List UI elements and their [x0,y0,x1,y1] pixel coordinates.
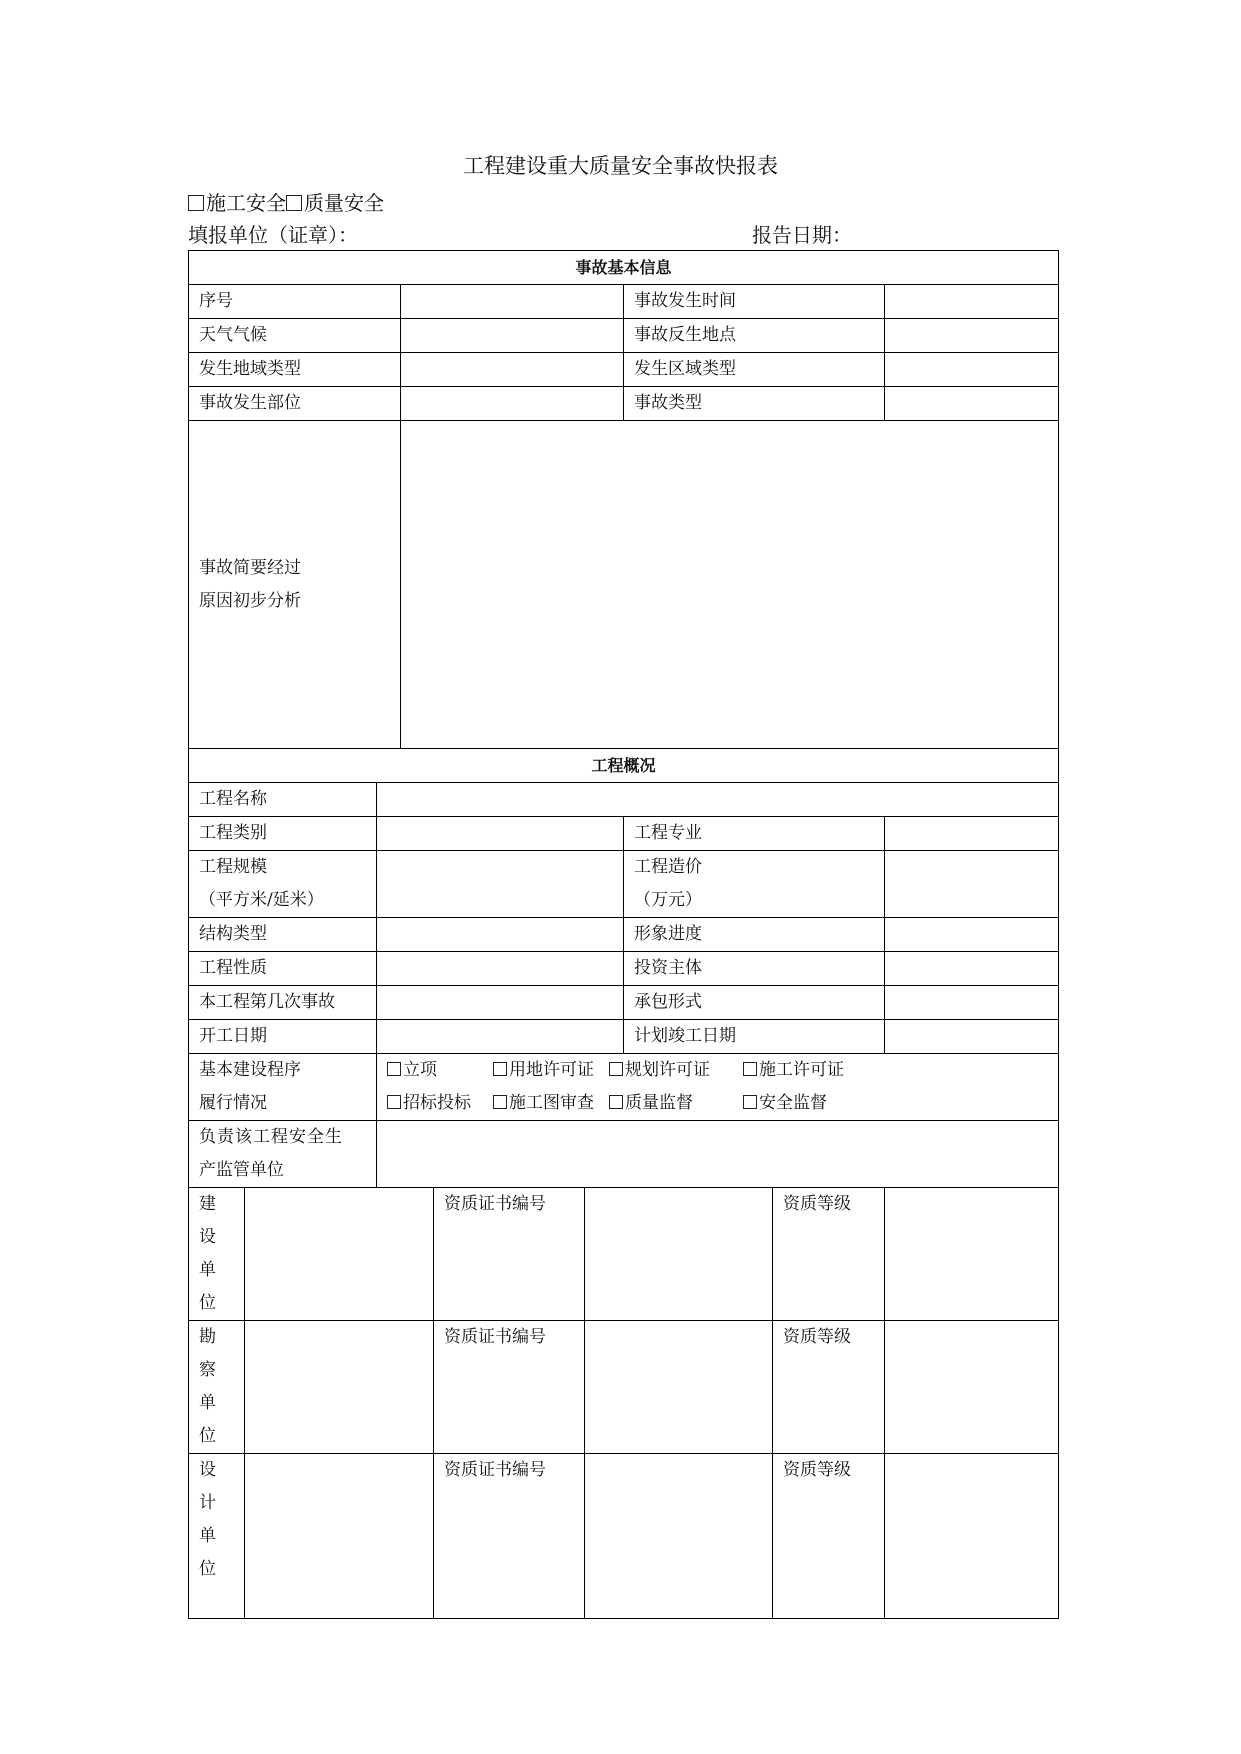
form-title: 工程建设重大质量安全事故快报表 [463,154,778,178]
label-accident-location: 事故反生地点 [624,319,885,353]
option-construction-permit: 施工许可证 [759,1060,844,1080]
label-project-specialty: 工程专业 [624,817,885,851]
label-project-nature: 工程性质 [189,952,377,986]
label-accident-time: 事故发生时间 [624,285,885,319]
label-project-name: 工程名称 [189,783,377,817]
field-project-nature[interactable] [377,952,624,986]
checkbox-project-approval[interactable] [387,1062,401,1076]
label-accident-category: 事故类型 [624,387,885,421]
label-construction-procedure [189,1054,377,1121]
label-builder-unit: 建 设 单 位 [189,1188,245,1321]
option-bidding: 招标投标 [403,1093,471,1113]
label-serial-number: 序号 [189,285,401,319]
field-accident-part[interactable] [401,387,624,421]
field-accident-count[interactable] [377,986,624,1020]
label-accident-summary [189,421,401,749]
label-design-unit: 设 计 单 位 [189,1454,245,1619]
procedure-label-line2: 履行情况 [199,1093,267,1113]
field-project-name[interactable] [377,783,1059,817]
report-date-label: 报告日期： [752,223,852,247]
label-builder-grade: 资质等级 [773,1188,885,1321]
label-contract-form: 承包形式 [624,986,885,1020]
field-project-cost[interactable] [885,851,1059,918]
field-image-progress[interactable] [885,918,1059,952]
option-drawing-review: 施工图审查 [509,1093,594,1113]
summary-label-line1: 事故简要经过 [199,557,301,578]
label-structure-type: 结构类型 [189,918,377,952]
field-planned-finish-date[interactable] [885,1020,1059,1054]
field-design-grade[interactable] [885,1454,1059,1619]
label-image-progress: 形象进度 [624,918,885,952]
field-accident-summary[interactable] [401,421,1059,749]
label-weather: 天气气候 [189,319,401,353]
field-start-date[interactable] [377,1020,624,1054]
scale-label-line2: （平方米/延米） [199,890,324,910]
checkbox-quality-safety[interactable] [286,195,302,211]
accident-report-table [188,250,1059,1619]
scale-label-line1: 工程规模 [199,857,267,877]
field-project-scale[interactable] [377,851,624,918]
label-design-cert-no: 资质证书编号 [434,1454,585,1619]
label-design-grade: 资质等级 [773,1454,885,1619]
label-survey-grade: 资质等级 [773,1321,885,1454]
field-accident-location[interactable] [885,319,1059,353]
label-investor: 投资主体 [624,952,885,986]
label-survey-cert-no: 资质证书编号 [434,1321,585,1454]
option-safety-supervision: 安全监督 [759,1093,827,1113]
field-area-type[interactable] [885,353,1059,387]
checkbox-planning-permit[interactable] [609,1062,623,1076]
field-survey-grade[interactable] [885,1321,1059,1454]
label-start-date: 开工日期 [189,1020,377,1054]
field-builder-grade[interactable] [885,1188,1059,1321]
checkbox-safety-supervision[interactable] [743,1095,757,1109]
label-area-type: 发生区域类型 [624,353,885,387]
option-land-permit: 用地许可证 [509,1060,594,1080]
field-survey-cert-no[interactable] [585,1321,773,1454]
supervisor-label-line2: 产监管单位 [199,1160,284,1180]
cost-label-line2: （万元） [634,890,702,910]
label-project-scale [189,851,377,918]
summary-label-line2: 原因初步分析 [199,590,301,611]
procedure-label-line1: 基本建设程序 [199,1060,301,1080]
field-accident-category[interactable] [885,387,1059,421]
field-contract-form[interactable] [885,986,1059,1020]
supervisor-label-line1: 负责该工程安全生 [199,1127,343,1147]
checkbox-quality-supervision[interactable] [609,1095,623,1109]
field-builder-unit[interactable] [245,1188,434,1321]
checkbox-land-permit[interactable] [493,1062,507,1076]
option-construction-safety: 施工安全 [206,191,286,215]
field-builder-cert-no[interactable] [585,1188,773,1321]
field-weather[interactable] [401,319,624,353]
label-project-cost [624,851,885,918]
checkbox-construction-safety[interactable] [188,195,204,211]
reporting-unit-label: 填报单位（证章）： [188,223,358,247]
field-structure-type[interactable] [377,918,624,952]
option-quality-safety: 质量安全 [304,191,384,215]
label-survey-unit: 勘 察 单 位 [189,1321,245,1454]
field-safety-supervisor[interactable] [377,1121,1059,1188]
field-serial-number[interactable] [401,285,624,319]
label-project-category: 工程类别 [189,817,377,851]
procedure-options [377,1054,1059,1121]
label-region-type: 发生地域类型 [189,353,401,387]
field-project-specialty[interactable] [885,817,1059,851]
label-accident-count: 本工程第几次事故 [189,986,377,1020]
section-basic-info-title: 事故基本信息 [189,251,1059,285]
field-project-category[interactable] [377,817,624,851]
field-investor[interactable] [885,952,1059,986]
checkbox-drawing-review[interactable] [493,1095,507,1109]
option-planning-permit: 规划许可证 [625,1060,710,1080]
field-region-type[interactable] [401,353,624,387]
cost-label-line1: 工程造价 [634,857,702,877]
field-accident-time[interactable] [885,285,1059,319]
option-project-approval: 立项 [403,1060,437,1080]
accident-type-selector [188,187,384,216]
checkbox-bidding[interactable] [387,1095,401,1109]
label-accident-part: 事故发生部位 [189,387,401,421]
checkbox-construction-permit[interactable] [743,1062,757,1076]
label-builder-cert-no: 资质证书编号 [434,1188,585,1321]
label-planned-finish-date: 计划竣工日期 [624,1020,885,1054]
section-project-overview-title: 工程概况 [189,749,1059,783]
option-quality-supervision: 质量监督 [625,1093,693,1113]
field-design-cert-no[interactable] [585,1454,773,1619]
field-design-unit[interactable] [245,1454,434,1619]
field-survey-unit[interactable] [245,1321,434,1454]
label-safety-supervisor [189,1121,377,1188]
